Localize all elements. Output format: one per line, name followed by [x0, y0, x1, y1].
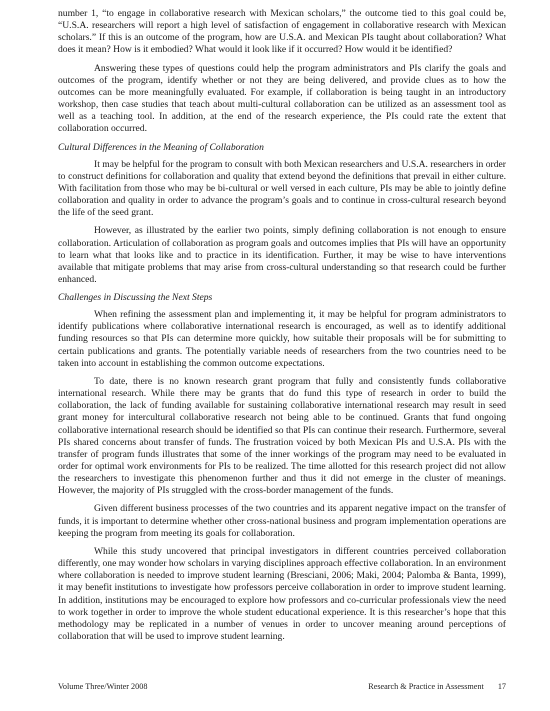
- footer-right: [368, 682, 506, 691]
- paragraph: number 1, “to engage in collaborative research with Mexican scholars,” the outcome tied to this goal could be, “U.S.A. researchers will report a high level of satisfaction of engagement in collaborative research with Mexican scholars.” If this is an outcome of the program, how are U.S.A. and Mexican PIs taught about collaboration? What does it mean? How is it embodied? What would it look like if it occurred? How would it be identified?: [58, 8, 506, 56]
- footer-page-number: 17: [497, 682, 506, 691]
- paragraph: While this study uncovered that principal investigators in different countries perceived collaboration differently, one may wonder how scholars in varying disciplines approach effective collaboration. In an environment where collaboration is needed to improve student learning (Bresciani, 2006; Maki, 2004; Palomba & Banta, 1999), it may benefit institutions to investigate how professors perceive collaboration in order to improve student learning. In addition, institutions may be encouraged to explore how professors and co-curricular professionals view the need to work together in order to improve the whole student educational experience. It is this researcher’s hope that this methodology may be replicated in a number of venues in order to uncover meaning around perceptions of collaboration that will be used to improve student learning.: [58, 545, 506, 643]
- paragraph: Given different business processes of the two countries and its apparent negative impact on the transfer of funds, it is important to determine whether other cross-national business and program implementation operations are keeping the program from meeting its goals for collaboration.: [58, 503, 506, 539]
- footer-journal: Research & Practice in Assessment: [368, 682, 484, 691]
- paragraph: However, as illustrated by the earlier two points, simply defining collaboration is not enough to ensure collaboration. Articulation of collaboration as program goals and outcomes implies that PIs will have an opportunity to learn what that looks like and to practice in its identification. Further, it may be wise to have interventions available that mitigate problems that may arise from cross-cultural understanding so that research could be further enhanced.: [58, 225, 506, 285]
- section-heading: Challenges in Discussing the Next Steps: [58, 292, 213, 304]
- footer-volume: Volume Three/Winter 2008: [58, 682, 148, 691]
- paragraph: It may be helpful for the program to consult with both Mexican researchers and U.S.A. researchers in order to construct definitions for collaboration and quality that extend beyond the definitions that prevail in either culture. With facilitation from those who may be bi-cultural or well versed in each culture, PIs may be able to jointly define collaboration and quality in order to advance the program’s goals and to continue in cross-cultural research beyond the life of the seed grant.: [58, 158, 506, 219]
- page-footer: [58, 682, 506, 691]
- paragraph: To date, there is no known research grant program that fully and consistently funds collaborative international research. While there may be grants that do fund this type of research in order to build the collaboration, the lack of funding available for sustaining collaborative international research may result in seed grant money for intercultural collaborative research not being able to be continued. Grants that fund ongoing collaborative international research should be identified so that PIs can continue their research. Furthermore, several PIs shared concerns about transfer of funds. The frustration voiced by both Mexican PIs and U.S.A. PIs with the transfer of program funds illustrates that some of the inner workings of the program may need to be evaluated in order for optimal work environments for PIs to be realized. The time allotted for this research project did not allow the researchers to investigate this phenomenon further and thus it did not emerge in the cluster of meanings. However, the majority of PIs struggled with the cross-border management of the funds.: [58, 375, 506, 497]
- paragraph: When refining the assessment plan and implementing it, it may be helpful for program administrators to identify publications where collaborative international research is encouraged, as well as to identify additional funding resources so that PIs can determine more quickly, how suitable their proposals will be for submitting to certain publications and grants. The potentially variable needs of researchers from the two countries need to be taken into account in establishing the common outcome expectations.: [58, 309, 506, 369]
- section-heading: Cultural Differences in the Meaning of Collaboration: [58, 141, 264, 153]
- body-text: [58, 8, 506, 643]
- paragraph: Answering these types of questions could help the program administrators and PIs clarify the goals and outcomes of the program, identify whether or not they are being delivered, and provide clues as to how the outcomes can be more meaningfully evaluated. For example, if collaboration is being taught in an introductory workshop, then case studies that teach about multi-cultural collaboration can be utilized as an assessment tool as well as a teaching tool. In addition, at the end of the research experience, the PIs could rate the extent that collaboration occurred.: [58, 62, 506, 135]
